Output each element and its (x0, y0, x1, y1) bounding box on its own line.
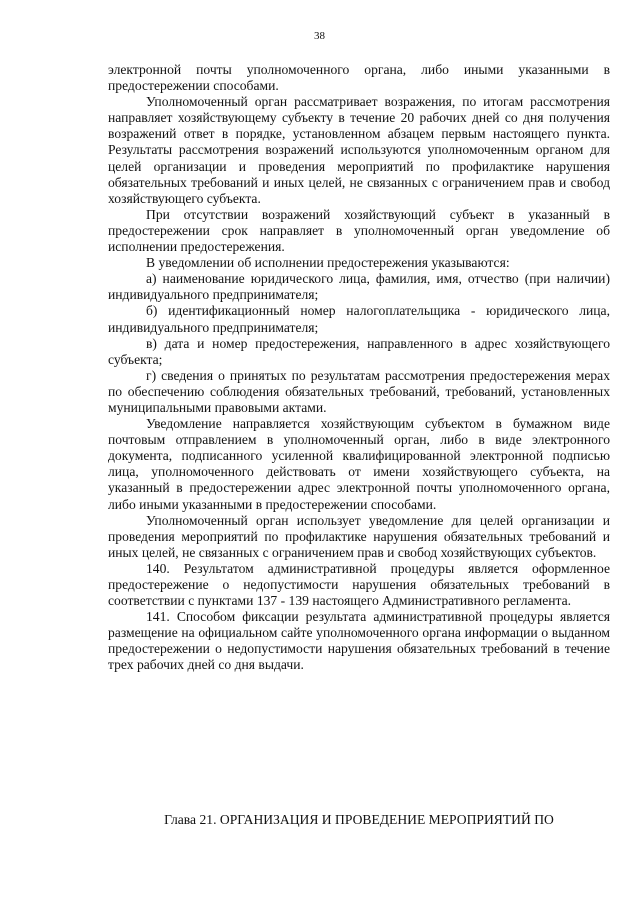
list-item-b: б) идентификационный номер налогоплательщика - юридического лица, индивидуального предпринимателя; (108, 303, 610, 335)
paragraph: Уполномоченный орган использует уведомление для целей организации и проведения мероприятий по профилактике нарушения обязательных требований и иных целей, не связанных с ограничением прав и свобод хозяйствующих субъектов. (108, 512, 610, 560)
paragraph: электронной почты уполномоченного органа, либо иными указанными в предостережении способами. (108, 62, 610, 94)
chapter-heading: Глава 21. ОРГАНИЗАЦИЯ И ПРОВЕДЕНИЕ МЕРОПРИЯТИЙ ПО (164, 812, 554, 827)
list-item-v: в) дата и номер предостережения, направленного в адрес хозяйствующего субъекта; (108, 335, 610, 367)
paragraph: Уведомление направляется хозяйствующим субъектом в бумажном виде почтовым отправлением в уполномоченный орган, либо в виде электронного документа, подписанного усиленной квалифицированной электронной подписью лица, уполномоченного действовать от имени хозяйствующего субъекта, на указанный в предостережении адрес электронной почты уполномоченного органа, либо иными указанными в предостережении способами. (108, 416, 610, 512)
paragraph: В уведомлении об исполнении предостережения указываются: (146, 255, 510, 271)
document-body (108, 62, 610, 674)
paragraph: Уполномоченный орган рассматривает возражения, по итогам рассмотрения направляет хозяйствующему субъекту в течение 20 рабочих дней со дня получения возражений ответ в порядке, установленном абзацем первым настоящего пункта. Результаты рассмотрения возражений используются уполномоченным органом для целей организации и проведения мероприятий по профилактике нарушения обязательных требований и иных целей, не связанных с ограничением прав и свобод хозяйствующего субъекта. (108, 94, 610, 206)
paragraph-140: 140. Результатом административной процедуры является оформленное предостережение о недопустимости нарушения обязательных требований в соответствии с пунктами 137 - 139 настоящего Административного регламента. (108, 560, 610, 609)
paragraph-141: 141. Способом фиксации результата административной процедуры является размещение на официальном сайте уполномоченного органа информации о выданном предостережении о недопустимости нарушения обязательных требований в течение трех рабочих дней со дня выдачи. (108, 609, 610, 673)
paragraph: При отсутствии возражений хозяйствующий субъект в указанный в предостережении срок направляет в уполномоченный орган уведомление об исполнении предостережения. (108, 206, 610, 255)
list-item-g: г) сведения о принятых по результатам рассмотрения предостережения мерах по обеспечению соблюдения обязательных требований, требований, установленных муниципальными правовыми актами. (108, 367, 610, 415)
list-item-a: а) наименование юридического лица, фамилия, имя, отчество (при наличии) индивидуального предпринимателя; (108, 271, 610, 303)
page-number: 38 (314, 30, 325, 42)
